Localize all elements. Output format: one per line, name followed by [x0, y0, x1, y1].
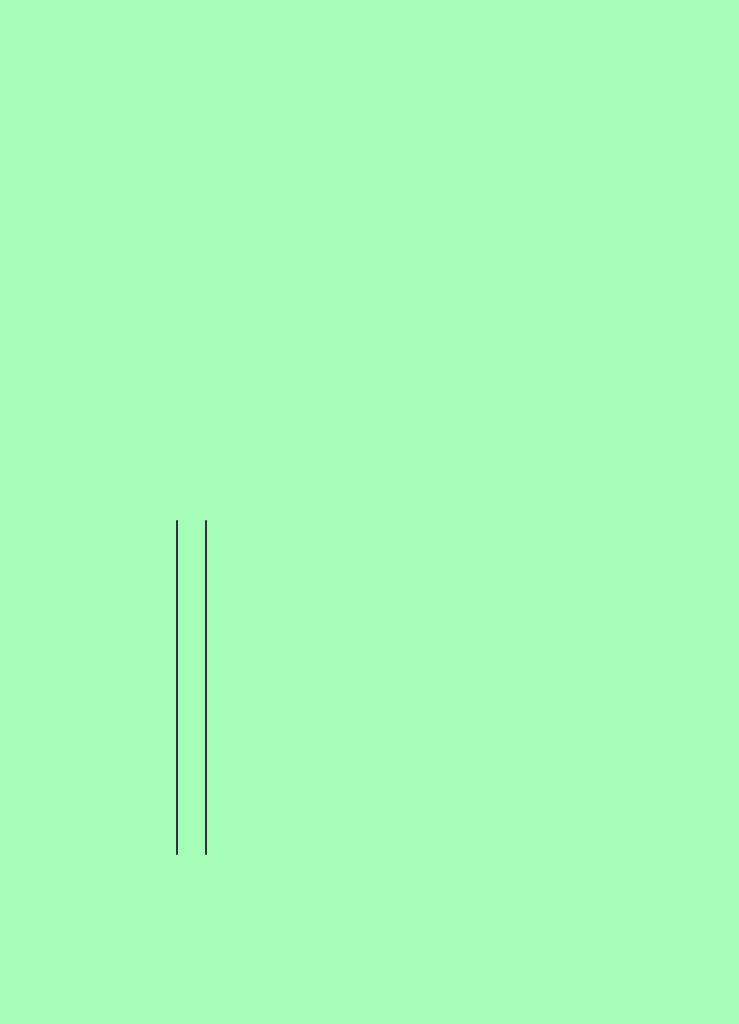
article-body: [89, 505, 649, 880]
emphasis-line-1: [205, 520, 207, 855]
emphasis-line-2: [176, 520, 178, 855]
